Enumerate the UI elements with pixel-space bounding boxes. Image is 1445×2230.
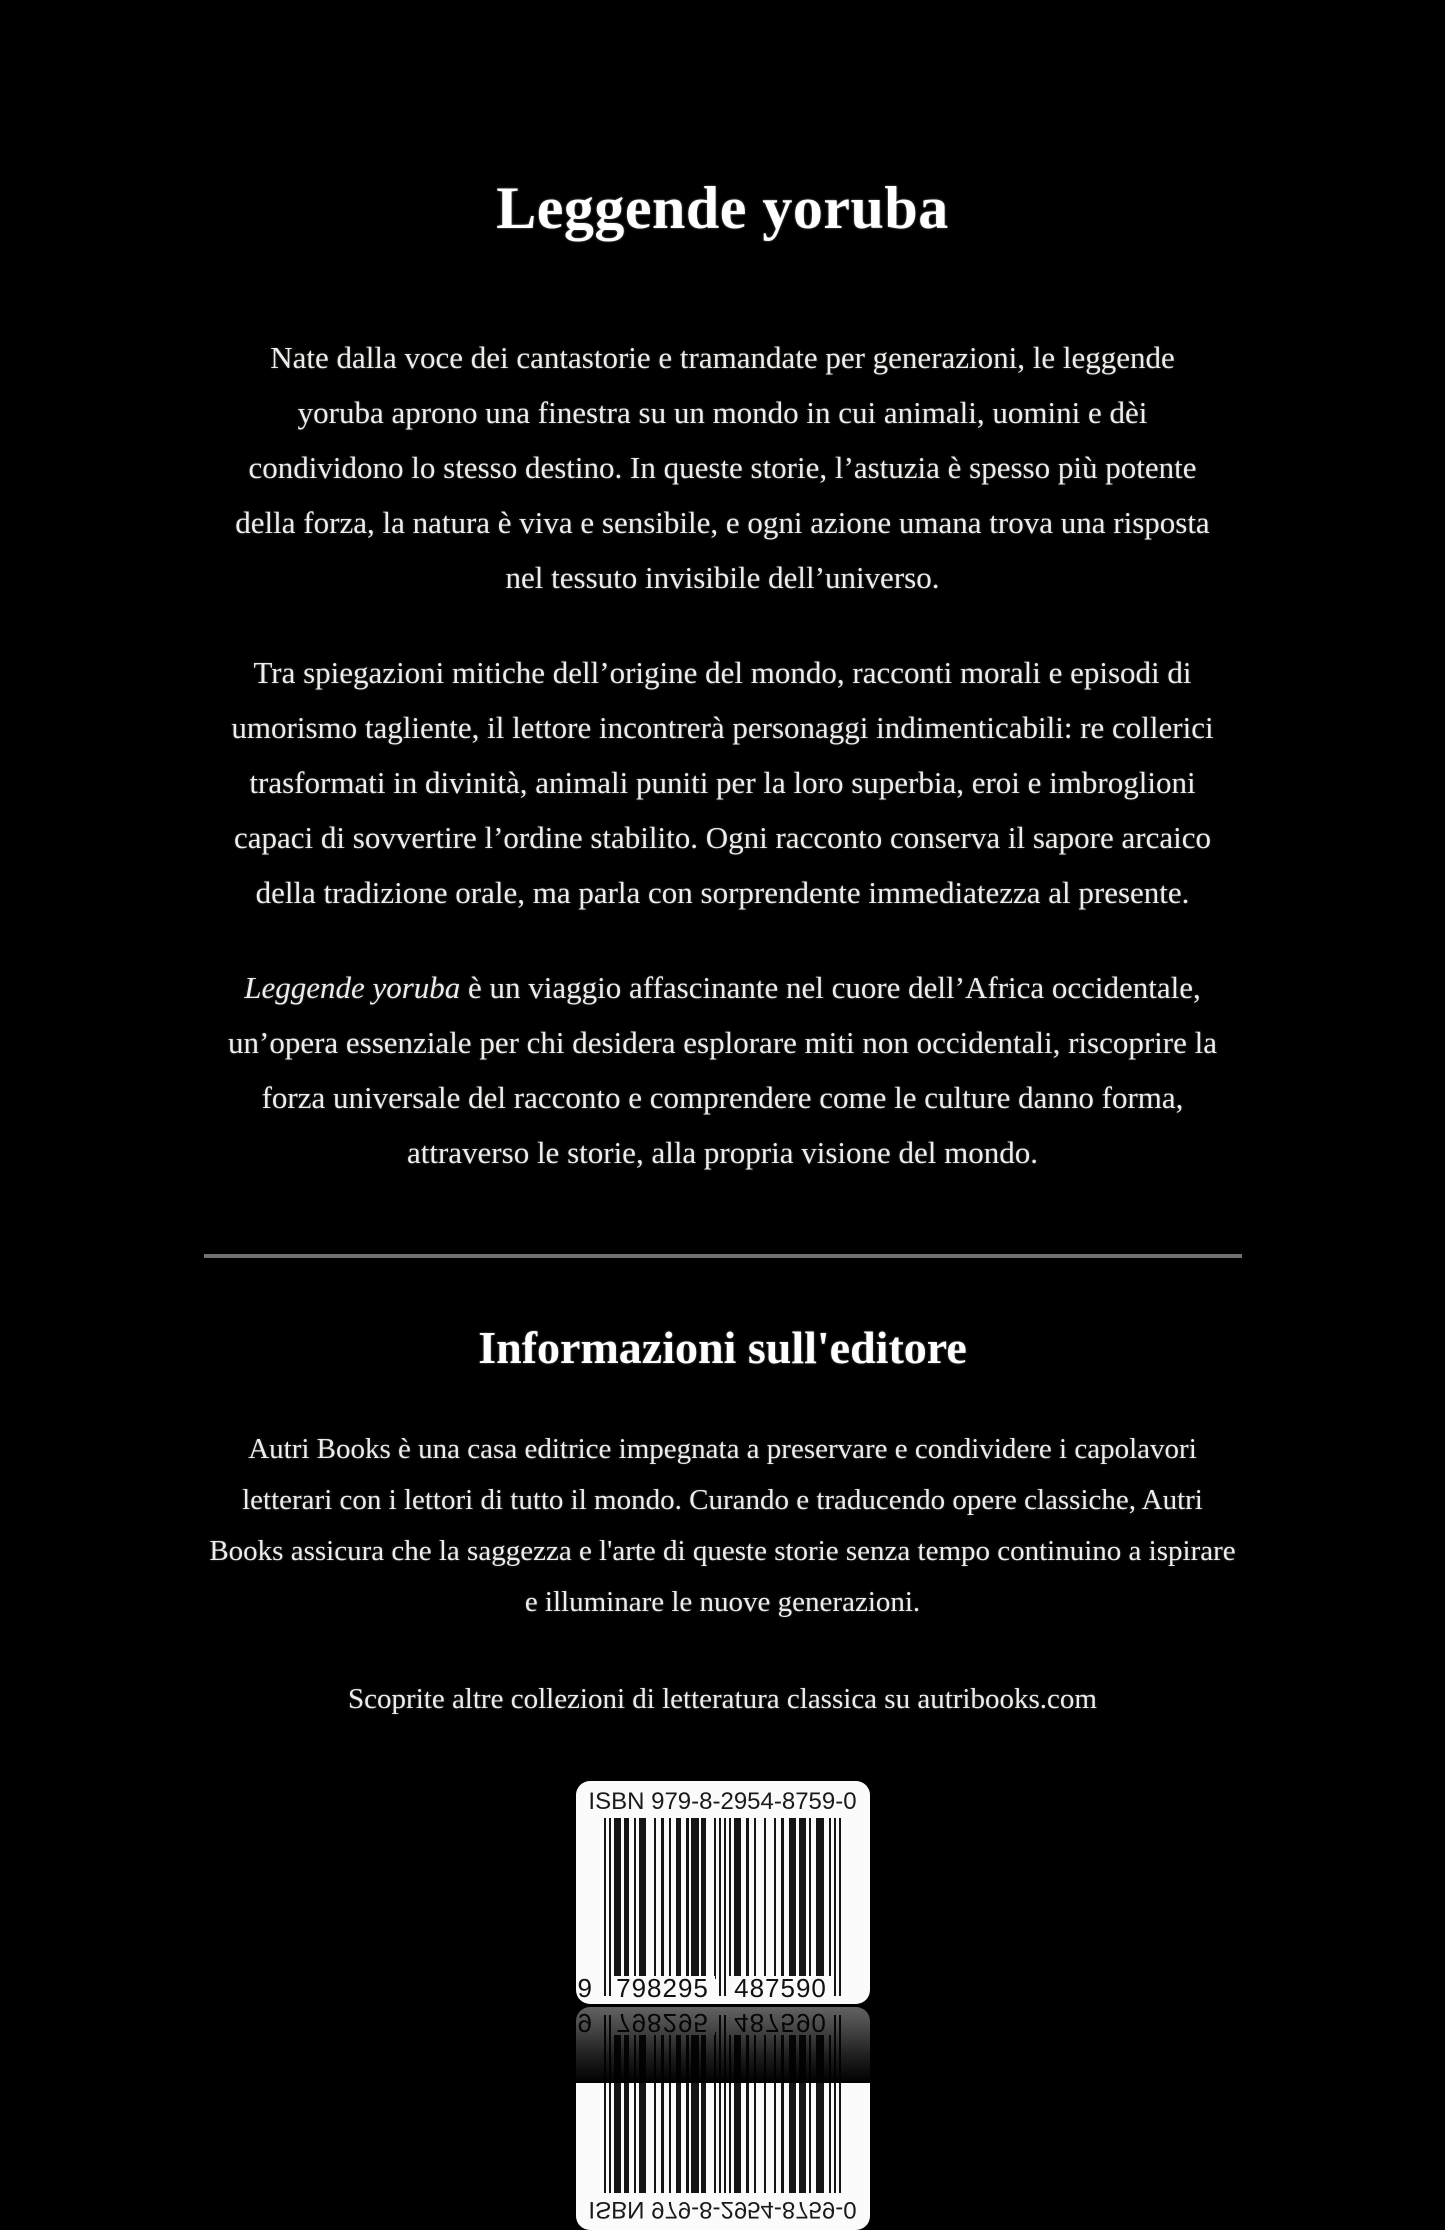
lead-line-rest: è un viaggio affascinante nel cuore dell’Africa occidentale, <box>460 970 1201 1005</box>
barcode-digits-right: 487590 <box>729 1976 833 2000</box>
barcode-bars <box>604 1818 842 1996</box>
barcode-digit-first: 9 <box>577 1973 592 2003</box>
text-line: condividono lo stesso destino. In queste storie, l’astuzia è spesso più potente <box>248 450 1197 485</box>
blurb-paragraph-3-rest <box>0 1015 1445 1180</box>
blurb-paragraph-3-lead-line <box>0 960 1445 1015</box>
barcode-digits-left: 798295 <box>611 1976 715 2000</box>
text-line: attraverso le storie, alla propria visione del mondo. <box>406 1135 1038 1170</box>
text-line: Books assicura che la saggezza e l'arte di queste storie senza tempo continuino a ispirare <box>209 1535 1236 1567</box>
text-line: della tradizione orale, ma parla con sorprendente immediatezza al presente. <box>255 875 1190 910</box>
text-line: capaci di sovvertire l’ordine stabilito. Ogni racconto conserva il sapore arcaico <box>234 820 1211 855</box>
text-line: trasformati in divinità, animali puniti per la loro superbia, eroi e imbroglioni <box>249 765 1196 800</box>
barcode-reflection <box>576 2007 870 2223</box>
barcode-reflection-fade <box>572 2005 874 2083</box>
text-line: nel tessuto invisibile dell’universo. <box>505 560 940 595</box>
book-title: Leggende yoruba <box>496 175 949 241</box>
blurb-paragraph-1 <box>0 330 1445 605</box>
text-line: Tra spiegazioni mitiche dell’origine del mondo, racconti morali e episodi di <box>253 655 1192 690</box>
text-line: e illuminare le nuove generazioni. <box>524 1586 921 1618</box>
text-line: yoruba aprono una finestra su un mondo in cui animali, uomini e dèi <box>297 395 1148 430</box>
blurb-paragraph-3 <box>0 960 1445 1180</box>
text-line: letterari con i lettori di tutto il mondo. Curando e traducendo opere classiche, Autri <box>242 1484 1203 1516</box>
publisher-section-heading: Informazioni sull'editore <box>478 1322 967 1373</box>
text-line: della forza, la natura è viva e sensibile, e ogni azione umana trova una risposta <box>235 505 1210 540</box>
text-line: forza universale del racconto e comprendere come le culture danno forma, <box>261 1080 1184 1115</box>
book-title-italic-mention: Leggende yoruba <box>244 970 461 1005</box>
text-line: un’opera essenziale per chi desidera esplorare miti non occidentali, riscoprire la <box>228 1025 1217 1060</box>
ean13-barcode <box>577 1818 842 2003</box>
section-divider <box>204 1254 1242 1258</box>
barcode-module <box>839 1818 842 1996</box>
isbn-barcode-box <box>576 1781 870 2004</box>
isbn-label: ISBN 979-8-2954-8759-0 <box>588 1788 857 1815</box>
blurb-paragraph-2 <box>0 645 1445 920</box>
text-line: Autri Books è una casa editrice impegnata a preservare e condividere i capolavori <box>248 1433 1197 1465</box>
publisher-footer-line: Scoprite altre collezioni di letteratura classica su autribooks.com <box>348 1683 1097 1715</box>
text-line: Nate dalla voce dei cantastorie e tramandate per generazioni, le leggende <box>270 340 1175 375</box>
publisher-paragraph <box>0 1424 1445 1628</box>
isbn-label: ISBN 979-8-2954-8759-0 <box>588 2196 857 2223</box>
text-line: umorismo tagliente, il lettore incontrerà personaggi indimenticabili: re collerici <box>231 710 1214 745</box>
